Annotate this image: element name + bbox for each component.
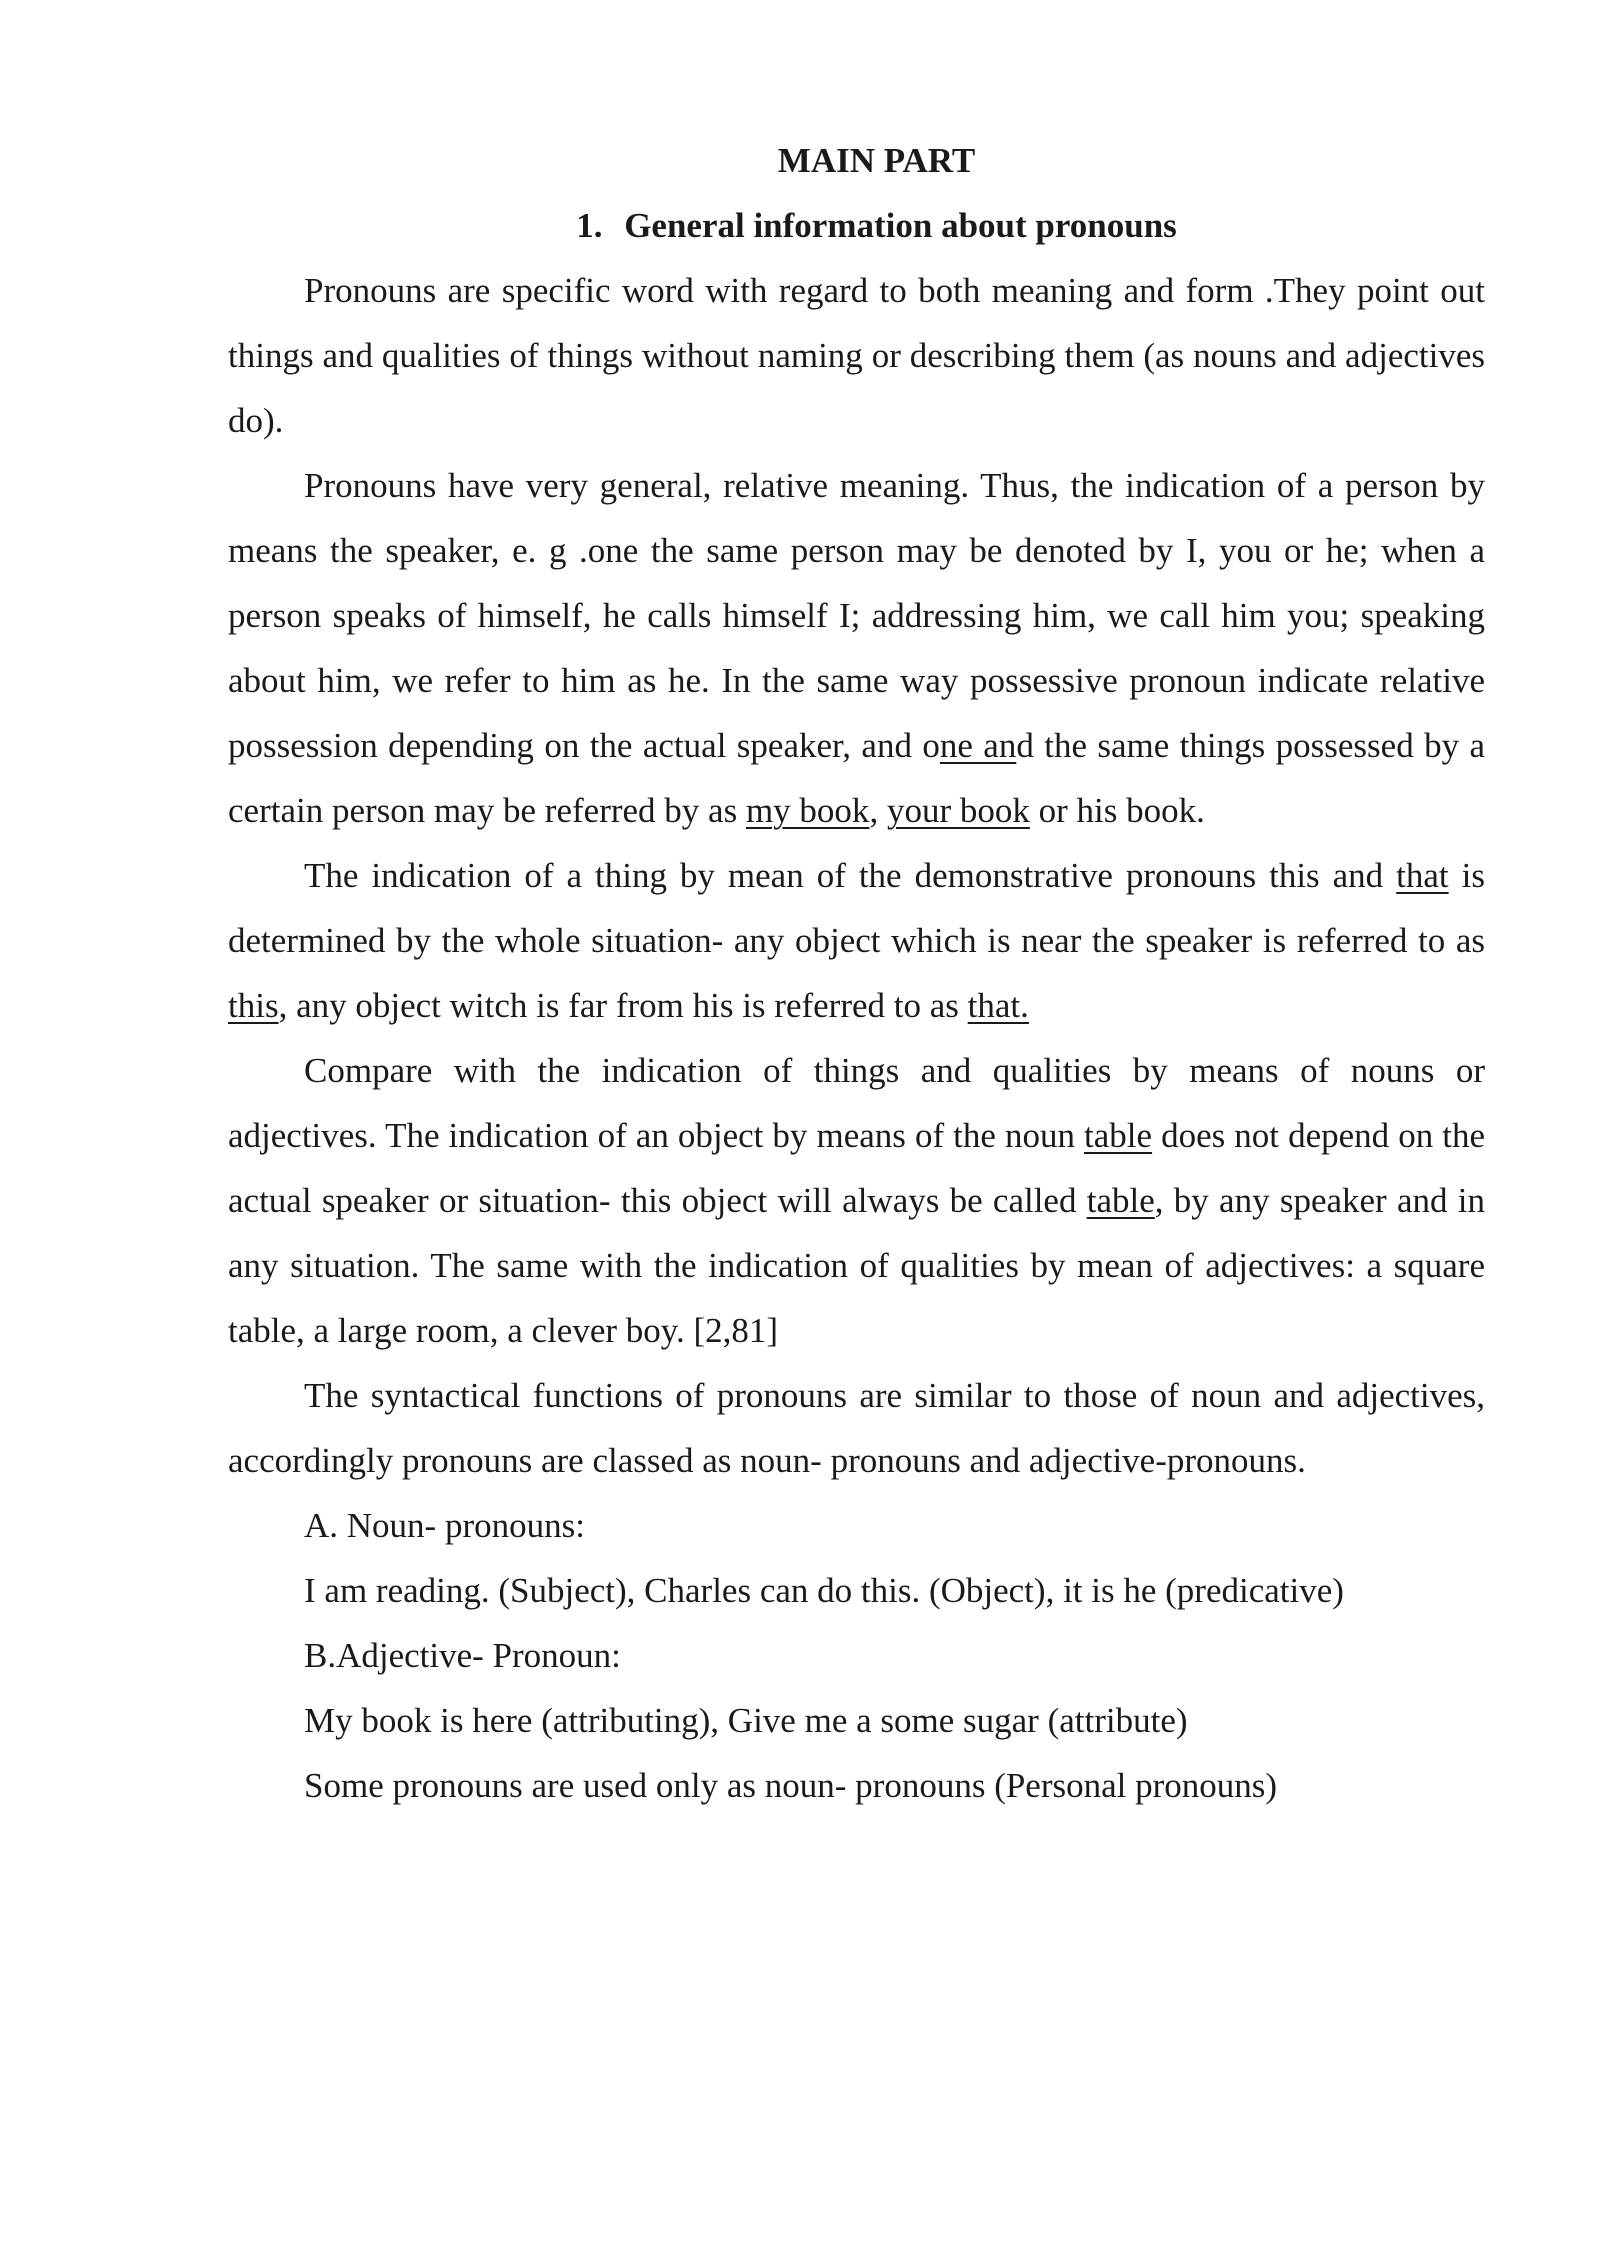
paragraph-4: [228, 1038, 1485, 1363]
list-line-3: B.Adjective- Pronoun:: [304, 1636, 621, 1675]
underlined-table: table: [1084, 1116, 1153, 1155]
section-number: 1.: [576, 206, 603, 245]
underlined-table-2: table: [1086, 1181, 1155, 1220]
document-page: [228, 128, 1485, 1818]
section-heading-text: General information about pronouns: [624, 206, 1177, 245]
underlined-your-book: your book: [886, 791, 1030, 830]
paragraph-3-text-3: , any object witch is far from his is referred to as: [278, 986, 968, 1025]
paragraph-1: Pronouns are specific word with regard to both meaning and form .They point out things and qualities of things without naming or describing them (as nouns and adjectives do).: [228, 271, 1485, 440]
paragraph-3-text-2: is determined by the whole situation- any object which is near the speaker is referred to as: [228, 856, 1485, 960]
paragraph-3-text-1: The indication of a thing by mean of the demonstrative pronouns this and: [304, 856, 1397, 895]
paragraph-2-text-3: ,: [869, 791, 887, 830]
underlined-this: this: [228, 986, 279, 1025]
paragraph-4-text-3: , by any speaker and in any situation. The same with the indication of qualities by mean of adjectives: a square table, a large room, a clever boy. [2,81]: [228, 1181, 1485, 1350]
paragraph-2-text-1: Pronouns have very general, relative meaning. Thus, the indication of a person by means the speaker, e. g .one the same person may be denoted by I, you or he; when a person speaks of himself, he calls himself I; addressing him, we call him you; speaking about him, we refer to him as he. In the same way possessive pronoun indicate relative possession depending on the actual speaker, and o: [228, 466, 1485, 765]
paragraph-2-text-2: d the same things possessed by a certain person may be referred by as: [228, 726, 1486, 830]
paragraph-5: The syntactical functions of pronouns are similar to those of noun and adjectives, accordingly pronouns are classed as noun- pronouns and adjective-pronouns.: [228, 1376, 1485, 1480]
underlined-that-end: that.: [967, 986, 1029, 1025]
paragraph-4-text-1: Compare with the indication of things and qualities by means of nouns or adjectives. The indication of an object by means of the noun: [228, 1051, 1485, 1155]
list-line-4: My book is here (attributing), Give me a some sugar (attribute): [304, 1701, 1188, 1740]
page-title: MAIN PART: [777, 141, 976, 180]
paragraph-4-text-2: does not depend on the actual speaker or situation- this object will always be called: [228, 1116, 1485, 1220]
paragraph-3: [228, 843, 1485, 1038]
list-line-2: I am reading. (Subject), Charles can do this. (Object), it is he (predicative): [304, 1571, 1344, 1610]
underlined-that: that: [1396, 856, 1449, 895]
paragraph-2: [228, 453, 1485, 843]
underlined-my-book: my book: [745, 791, 870, 830]
section-heading: [228, 193, 1485, 258]
underlined-one-and: ne an: [939, 726, 1017, 765]
list-line-5: Some pronouns are used only as noun- pronouns (Personal pronouns): [304, 1766, 1278, 1805]
list-line-1: A. Noun- pronouns:: [304, 1506, 585, 1545]
paragraph-2-text-4: or his book.: [1029, 791, 1205, 830]
